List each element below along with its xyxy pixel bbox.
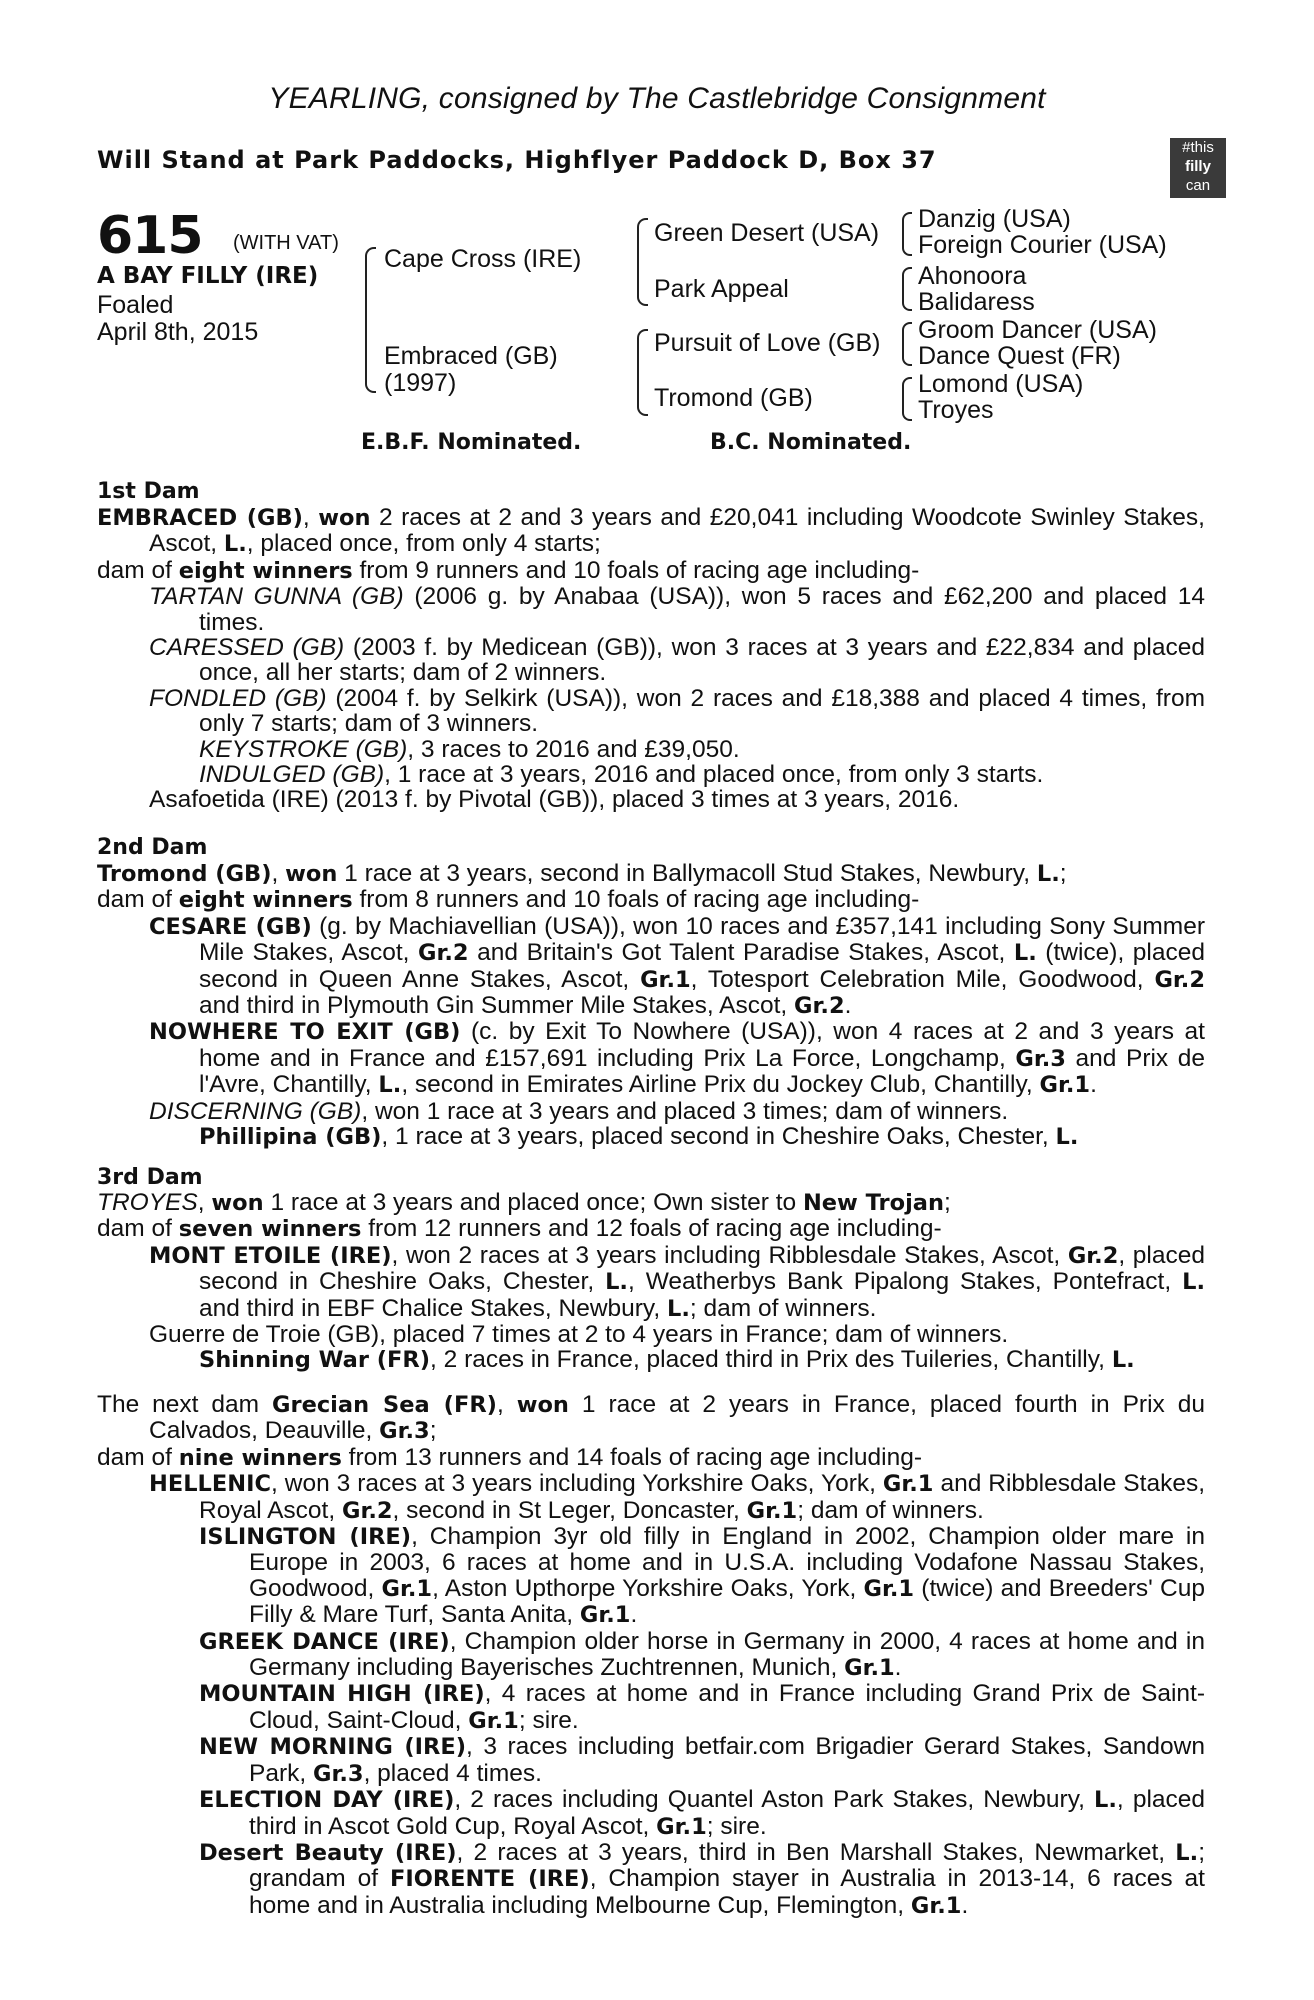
- next-dam-progeny-greek-dance: GREEK DANCE (IRE), Champion older horse in Germany in 2000, 4 races at home and in Germany including Bayerisches Zuchtrennen, Munich, Gr.1.: [199, 1627, 1205, 1682]
- first-dam-record: EMBRACED (GB), won 2 races at 2 and 3 years and £20,041 including Woodcote Swinley Stakes, Ascot, L., placed once, from only 4 starts;: [97, 504, 1205, 558]
- pedigree-brace-g4: [902, 377, 912, 421]
- grand-7: Lomond (USA): [918, 370, 1084, 398]
- first-dam-produce-summary: dam of eight winners from 9 runners and 10 foals of racing age including-: [97, 556, 920, 584]
- pedigree-brace-sire: [637, 218, 648, 306]
- second-dam-section: [97, 861, 1205, 1150]
- consignment-headline: YEARLING, consigned by The Castlebridge Consignment: [268, 82, 1046, 115]
- grand-1: Danzig (USA): [918, 205, 1071, 233]
- lot-number: 615: [97, 206, 203, 266]
- second-dam-progeny-4: Phillipina (GB), 1 race at 3 years, placed second in Cheshire Oaks, Chester, L.: [199, 1123, 1079, 1151]
- next-dam-progeny-hellenic: HELLENIC, won 3 races at 3 years including Yorkshire Oaks, York, Gr.1 and Ribblesdale Stakes, Royal Ascot, Gr.2, second in St Leger, Doncaster, Gr.1; dam of winners.: [149, 1470, 1205, 1524]
- second-dam-produce-summary: dam of eight winners from 8 runners and 10 foals of racing age including-: [97, 886, 920, 914]
- grand-2: Foreign Courier (USA): [918, 231, 1167, 259]
- hashtag-logo: [1170, 138, 1226, 198]
- second-dam-record: Tromond (GB), won 1 race at 3 years, second in Ballymacoll Stud Stakes, Newbury, L.;: [97, 860, 1067, 887]
- third-dam-progeny-1: MONT ETOILE (IRE), won 2 races at 3 years including Ribblesdale Stakes, Ascot, Gr.2, placed second in Cheshire Oaks, Chester, L., Weatherbys Bank Pipalong Stakes, Pontefract, L. and third in EBF Chalice Stakes, Newbury, L.; dam of winners.: [149, 1241, 1205, 1322]
- next-dam-progeny-islington: ISLINGTON (IRE), Champion 3yr old filly in England in 2002, Champion older mare in Europe in 2003, 6 races at home and in U.S.A. including Vodafone Nassau Stakes, Goodwood, Gr.1, Aston Upthorpe Yorkshire Oaks, York, Gr.1 (twice) and Breeders' Cup Filly & Mare Turf, Santa Anita, Gr.1.: [199, 1523, 1205, 1629]
- pedigree-brace-g2: [902, 267, 912, 311]
- sire: Cape Cross (IRE): [384, 245, 582, 273]
- pedigree-brace-parents: [365, 247, 376, 393]
- sire-dam: Park Appeal: [654, 275, 789, 303]
- third-dam-section: [97, 1190, 1205, 1374]
- second-dam-heading: 2nd Dam: [97, 835, 208, 860]
- tag-line-3: can: [1185, 177, 1211, 194]
- next-dam-progeny-desert-beauty: Desert Beauty (IRE), 2 races at 3 years, third in Ben Marshall Stakes, Newmarket, L.; grandam of FIORENTE (IRE), Champion stayer in Australia in 2013-14, 6 races at home and in Australia including Melbourne Cup, Flemington, Gr.1.: [199, 1838, 1205, 1919]
- first-dam-heading: 1st Dam: [97, 479, 200, 504]
- second-dam-progeny-2: NOWHERE TO EXIT (GB) (c. by Exit To Nowhere (USA)), won 4 races at 2 and 3 years at home and in France and £157,691 including Prix La Force, Longchamp, Gr.3 and Prix de l'Avre, Chantilly, L., second in Emirates Airline Prix du Jockey Club, Chantilly, Gr.1.: [149, 1018, 1206, 1099]
- sire-sire: Green Desert (USA): [654, 219, 880, 247]
- foaled-date: April 8th, 2015: [97, 318, 259, 346]
- third-dam-heading: 3rd Dam: [97, 1165, 203, 1190]
- pedigree-brace-g1: [902, 212, 912, 256]
- tag-line-2: filly: [1185, 158, 1211, 175]
- next-dam-progeny-new-morning: NEW MORNING (IRE), 3 races including betfair.com Brigadier Gerard Stakes, Sandown Park, Gr.3, placed 4 times.: [199, 1733, 1205, 1787]
- third-dam-produce-summary: dam of seven winners from 12 runners and 12 foals of racing age including-: [97, 1215, 942, 1243]
- first-dam-progeny-5: INDULGED (GB), 1 race at 3 years, 2016 and placed once, from only 3 starts.: [199, 761, 1044, 789]
- grand-3: Ahonoora: [918, 262, 1027, 290]
- dam-dam: Tromond (GB): [654, 384, 813, 412]
- first-dam-progeny-3: FONDLED (GB) (2004 f. by Selkirk (USA)), won 2 races and £18,388 and placed 4 times, from only 7 starts; dam of 3 winners.: [149, 684, 1205, 738]
- foaled-label: Foaled: [97, 291, 174, 319]
- third-dam-record: TROYES, won 1 race at 3 years and placed once; Own sister to New Trojan;: [97, 1189, 951, 1216]
- bc-nominated: B.C. Nominated.: [710, 430, 912, 455]
- stand-location: Will Stand at Park Paddocks, Highflyer Paddock D, Box 37: [97, 146, 937, 174]
- next-dam-progeny-election-day: ELECTION DAY (IRE), 2 races including Quantel Aston Park Stakes, Newbury, L., placed third in Ascot Gold Cup, Royal Ascot, Gr.1; sire.: [199, 1786, 1206, 1840]
- horse-name: A BAY FILLY (IRE): [97, 263, 319, 289]
- vat-note: (WITH VAT): [233, 232, 339, 254]
- first-dam-progeny-1: TARTAN GUNNA (GB) (2006 g. by Anabaa (USA)), won 5 races and £62,200 and placed 14 times.: [149, 583, 1205, 636]
- third-dam-progeny-2: Guerre de Troie (GB), placed 7 times at 2 to 4 years in France; dam of winners.: [149, 1321, 1009, 1349]
- first-dam-progeny-2: CARESSED (GB) (2003 f. by Medicean (GB)), won 3 races at 3 years and £22,834 and placed once, all her starts; dam of 2 winners.: [149, 634, 1205, 687]
- next-dam-progeny-mountain-high: MOUNTAIN HIGH (IRE), 4 races at home and in France including Grand Prix de Saint-Cloud, Saint-Cloud, Gr.1; sire.: [199, 1680, 1205, 1734]
- dam: Embraced (GB): [384, 342, 558, 370]
- first-dam-progeny-6: Asafoetida (IRE) (2013 f. by Pivotal (GB)), placed 3 times at 3 years, 2016.: [149, 786, 960, 814]
- pedigree-brace-dam: [637, 329, 648, 416]
- pedigree-brace-g3: [902, 322, 912, 366]
- grand-8: Troyes: [918, 396, 994, 424]
- next-dam-record: The next dam Grecian Sea (FR), won 1 race at 2 years in France, placed fourth in Prix du Calvados, Deauville, Gr.3;: [97, 1391, 1205, 1445]
- grand-6: Dance Quest (FR): [918, 342, 1121, 370]
- ebf-nominated: E.B.F. Nominated.: [361, 430, 582, 455]
- third-dam-progeny-3: Shinning War (FR), 2 races in France, placed third in Prix des Tuileries, Chantilly, L.: [199, 1346, 1135, 1374]
- dam-year: (1997): [384, 369, 457, 397]
- grand-4: Balidaress: [918, 288, 1035, 316]
- first-dam-section: [97, 505, 1205, 813]
- next-dam-produce-summary: dam of nine winners from 13 runners and 14 foals of racing age including-: [97, 1443, 923, 1471]
- first-dam-progeny-4: KEYSTROKE (GB), 3 races to 2016 and £39,050.: [199, 735, 740, 763]
- second-dam-progeny-1: CESARE (GB) (g. by Machiavellian (USA)), won 10 races and £357,141 including Sony Summer Mile Stakes, Ascot, Gr.2 and Britain's Got Talent Paradise Stakes, Ascot, L. (twice), placed second in Queen Anne Stakes, Ascot, Gr.1, Totesport Celebration Mile, Goodwood, Gr.2 and third in Plymouth Gin Summer Mile Stakes, Ascot, Gr.2.: [149, 912, 1206, 1020]
- second-dam-progeny-3: DISCERNING (GB), won 1 race at 3 years and placed 3 times; dam of winners.: [149, 1097, 1009, 1125]
- tag-line-1: #this: [1182, 139, 1214, 156]
- dam-sire: Pursuit of Love (GB): [654, 329, 881, 357]
- grand-5: Groom Dancer (USA): [918, 316, 1157, 344]
- next-dam-section: [97, 1392, 1205, 1919]
